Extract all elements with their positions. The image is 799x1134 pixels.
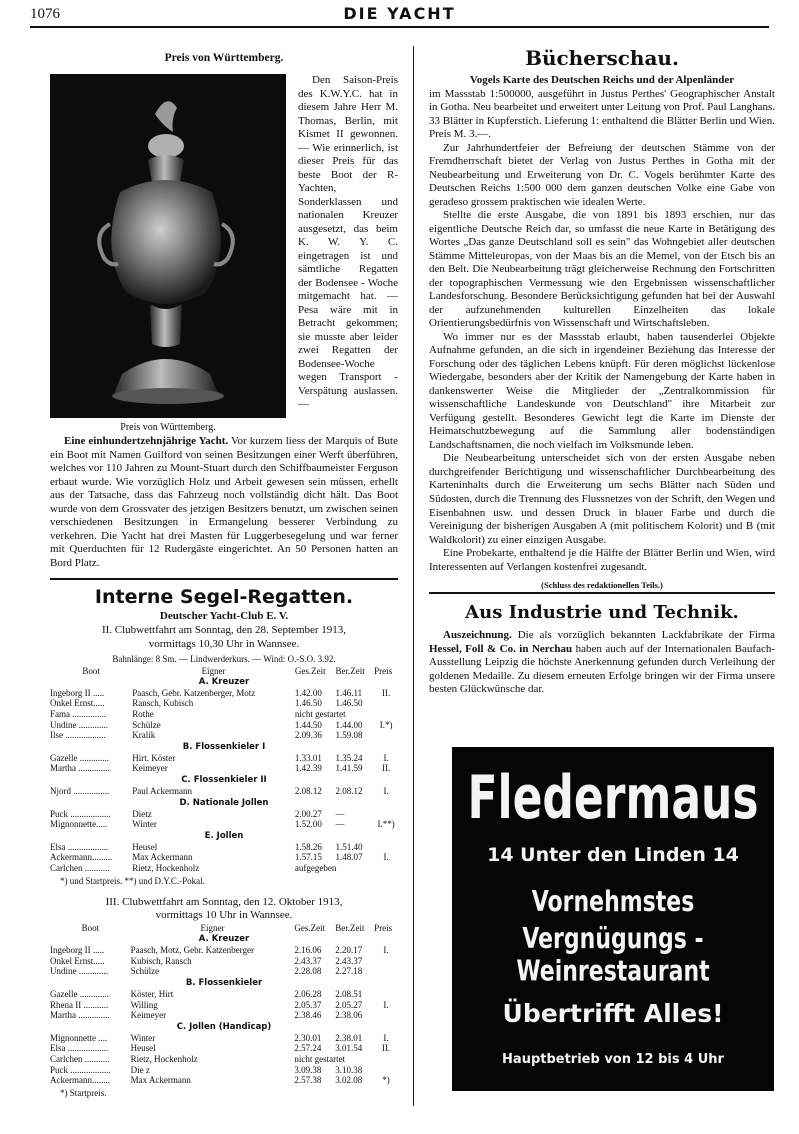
prize <box>374 698 398 709</box>
class-name: A. Kreuzer <box>198 934 250 945</box>
regatta-title: Interne Segel-Regatten. <box>94 586 354 609</box>
r2-line2: vormittags 10 Uhr in Wannsee. <box>155 909 293 922</box>
class-header <box>50 1021 398 1033</box>
total-time: 1.42.39 <box>294 763 322 774</box>
boat-name: Undine ............. <box>50 719 108 730</box>
total-time: 1.44.50 <box>294 719 322 730</box>
column-header-boot: Boot <box>82 665 100 676</box>
class-header <box>50 774 398 786</box>
right-column <box>429 46 775 697</box>
owner: Ransch, Kubisch <box>132 698 194 709</box>
r1-line2: vormittags 10,30 Uhr in Wannsee. <box>148 637 300 650</box>
class-name: C. Jollen (Handicap) <box>176 1021 272 1032</box>
book-para-3: Stellte die erste Ausgabe, die von 1891 bis 1893 erschien, nur das eigentliche Deutsche Reich dar, so umfasst die neue Karte in Betätigung des Wortes „Das ganze Deutschland soll es sein" das Wohngebiet aller deutschen Stämme Mitteleuropas, von der Maas bis an die Memel, von der Etsch bis an den Belt. Die Neubearbeitung trägt gleicherweise Rechnung den Fortschritten der topographischen Vermessung wie den Ergebnissen wissenschaftlicher Landesforschung. Besondere Berücksichtigung gefunden hat bei der Auswahl der aufzunehmenden kulturellen Einzelheiten das lokale Orientierungsbedürfnis von Wissenschaft und Wirtschaftsleben. <box>429 209 775 330</box>
prize: I.*) <box>379 719 393 730</box>
boat-name: Carlchen ........... <box>50 863 110 874</box>
yacht-text: Vor kurzem liess der Marquis of Bute ein Boot mit Namen Guilford von seinen Besitzungen einer Werft überführen, welches vor 110 Jahren zu Mount-Stuart durch den Schiffbaumeister Ferguson erbaut wurde. Wie vorzüglich Holz und Arbeit gewesen sein müssen, erhellt aus der Tatsache, dass das Fahrzeug noch vollständig dicht hält. Das Boot wurde von dem Grossvater des jetzigen Besitzers benutzt, um zwischen seinen verschiedenen Besitzungen in Ermangelung besserer Verbindung zu verkehren. Die Yacht hat drei Masten für Luggerbesegelung und war ferner mit Querduchten für 12 Rudergäste eingerichtet. An 50 Personen hatten an Bord Platz. <box>50 435 398 569</box>
table-row <box>50 989 398 1000</box>
table-row <box>50 786 398 797</box>
boat-name: Njord ................ <box>50 785 110 796</box>
prize: I. <box>383 945 389 956</box>
table-row <box>50 956 398 967</box>
boat-name: Rhena II ........... <box>50 999 109 1010</box>
book-para-4: Wo immer nur es der Massstab erlaubt, haben tausenderlei Objekte Aufnahme gefunden, an die sich in irgendeiner Beziehung das Interesse der Forschung oder des täglichen Lebens knüpft. Für deren möglichst lückenlose Wiedergabe, besonders aber der Kritik der Namengebung der Karte haben in dankenswerter Weise die Mitglieder der „Zentralkommission für wissenschaftliche Landeskunde von Deutschland" ihre Mitarbeit zur Verfügung gestellt. Besonderes Gewicht legt die Karte im Dienste der Heimatschutzbewegung auf die Sammlung aller bodenständigen Landschaftsnamen, die noch vielfach im Volksmunde leben. <box>429 330 775 451</box>
class-name: E. Jollen <box>204 830 244 841</box>
table-row <box>50 763 398 774</box>
boat-name: Mignonnette .... <box>50 1032 108 1043</box>
boat-name: Martha .............. <box>50 1010 110 1021</box>
boat-name: Elsa .................. <box>50 841 109 852</box>
column-header-preis: Preis <box>374 923 393 934</box>
class-header <box>50 797 398 809</box>
industrie-firm: Hessel, Foll & Co. in Nerchau <box>429 642 573 655</box>
owner: Winter <box>130 1032 156 1043</box>
left-column <box>50 46 398 1098</box>
r2-footnote: *) Startpreis. <box>60 1087 107 1098</box>
table-row <box>50 966 398 977</box>
corrected-time: 1.51.40 <box>335 841 363 852</box>
owner: Rothe <box>132 708 154 719</box>
table-row <box>50 1075 398 1086</box>
prize: I. <box>383 785 389 796</box>
table-row <box>50 1000 398 1011</box>
boat-name: Onkel Ernst..... <box>50 698 105 709</box>
boat-name: Gazelle ............. <box>50 752 109 763</box>
ad-address: 14 Unter den Linden 14 <box>487 844 739 866</box>
prize <box>374 956 398 967</box>
prize <box>374 989 398 1000</box>
boat-name: Martha .............. <box>50 763 110 774</box>
total-time: 1.57.15 <box>294 852 322 863</box>
table-row <box>50 1054 398 1065</box>
ad-line-3: Übertrifft Alles! <box>502 999 724 1028</box>
total-time: 2.16.06 <box>294 945 322 956</box>
corrected-time: 3.10.38 <box>335 1064 363 1075</box>
prize <box>374 966 398 977</box>
owner: Rietz, Hockenholz <box>132 863 200 874</box>
owner: Max Ackermann <box>132 852 193 863</box>
spacer <box>50 886 398 896</box>
book-para-1: im Massstab 1:500000, ausgeführt in Justus Perthes' Geographischer Anstalt in Gotha. Neu bearbeitet und erweitert unter Leitung von Prof. Paul Langhans. 33 Blätter in Kupferstich. Lieferung 1: enthaltend die Blätter Berlin und Wien. Preis M. 3.—. <box>429 87 775 141</box>
total-time: 2.38.46 <box>294 1010 322 1021</box>
owner: Heusel <box>132 841 158 852</box>
owner: Hirt. Köster <box>132 752 176 763</box>
owner: Keimeyer <box>130 1010 167 1021</box>
total-time: 2.08.12 <box>294 785 322 796</box>
preis-title: Preis von Württemberg. <box>164 52 284 64</box>
owner: Dietz <box>132 808 152 819</box>
total-time: 2.28.08 <box>294 966 322 977</box>
total-time: 2.05.37 <box>294 999 322 1010</box>
prize: I. <box>383 999 389 1010</box>
boat-name: Mignonnette..... <box>50 819 108 830</box>
prize <box>374 730 398 741</box>
prize: II. <box>381 763 391 774</box>
boat-name: Gazelle ............. <box>50 989 109 1000</box>
corrected-time: 2.27.18 <box>335 966 363 977</box>
prize <box>374 1065 398 1076</box>
table-row <box>50 842 398 853</box>
class-header <box>50 676 398 688</box>
class-header <box>50 830 398 842</box>
class-header <box>50 977 398 989</box>
industrie-text-2: haben auch auf der Internationalen Baufach-Ausstellung Leipzig die höchste Anerkennung gefunden durch Verleihung der goldenen Medaille. Zu diesem erneuten Erfolge bringen wir der Firma unsere besten Glückwünsche dar. <box>429 642 775 696</box>
book-para-5: Die Neubearbeitung unterscheidet sich von der ersten Ausgabe neben durchgreifender Berichtigung und wissenschaftlicher Durchbearbeitung des Karteninhalts durch die Erweiterung um sechs Blätter nach Süden und Südosten, durch die Trennung des Flussnetzes von der Schrift, den Wegen und Eisenbahnen usw. und dessen Druck in blauer Farbe und durch die Vereinigung der bisherigen Ausgaben A (mit politischem Kolorit) und B (mit Waldkolorit) zu einer einzigen Ausgabe. <box>429 452 775 546</box>
table-header <box>50 666 398 676</box>
corrected-time: 2.05.27 <box>335 999 363 1010</box>
column-header-ber: Ber.Zeit <box>335 665 365 676</box>
table-row <box>50 753 398 764</box>
class-name: D. Nationale Jollen <box>179 797 269 808</box>
prize: I. <box>383 752 389 763</box>
regatta-table-1 <box>50 666 398 874</box>
corrected-time: 1.48.07 <box>335 852 363 863</box>
corrected-time: 2.20.17 <box>335 945 363 956</box>
table-row <box>50 720 398 731</box>
status: nicht gestartet <box>294 1054 346 1065</box>
class-header <box>50 933 398 945</box>
owner: Willing <box>130 999 158 1010</box>
r1-info: Bahnlänge: 8 Sm. — Lindwerderkurs. — Wind: O.-S.O. 3.92. <box>112 653 336 664</box>
boat-name: Onkel Ernst..... <box>50 955 105 966</box>
class-name: B. Flossenkieler <box>185 978 263 988</box>
regatta-table-2 <box>50 923 398 1086</box>
total-time: 3.09.38 <box>294 1064 322 1075</box>
owner: Winter <box>132 819 157 830</box>
fledermaus-advertisement <box>452 747 774 1091</box>
corrected-time: 1.41.59 <box>335 763 363 774</box>
column-header-eigner: Eigner <box>201 665 226 676</box>
owner: Kralik <box>132 730 156 741</box>
yacht-heading: Eine einhundertzehnjährige Yacht. <box>64 435 229 447</box>
boat-name: Undine ............. <box>50 966 108 977</box>
owner: Keimeyer <box>132 763 168 774</box>
prize: I. <box>383 852 389 863</box>
class-header <box>50 741 398 753</box>
table-row <box>50 809 398 820</box>
owner: Köster, Hirt <box>130 989 174 1000</box>
industrie-title: Aus Industrie und Technik. <box>465 602 739 624</box>
prize: I.**) <box>377 819 395 830</box>
ad-line-2: Vergnügungs - Weinrestaurant <box>516 923 710 989</box>
owner: Schülze <box>132 719 161 730</box>
prize: I. <box>383 1032 389 1043</box>
table-row <box>50 863 398 874</box>
boat-name: Elsa .................. <box>50 1043 109 1054</box>
ad-line-1: Vornehmstes <box>531 886 695 919</box>
owner: Die z <box>130 1064 150 1075</box>
class-name: C. Flossenkieler II <box>181 774 267 785</box>
running-title: DIE YACHT <box>343 4 456 23</box>
corrected-time: 1.59.08 <box>335 730 363 741</box>
industrie-rule <box>429 592 775 594</box>
r1-footnote: *) und Startpreis. **) und D.Y.C.-Pokal. <box>60 875 205 886</box>
corrected-time: 2.38.06 <box>335 1010 363 1021</box>
r1-line1: II. Clubwettfahrt am Sonntag, den 28. September 1913, <box>101 624 347 637</box>
corrected-time: 1.35.24 <box>335 752 363 763</box>
total-time: 1.52.00 <box>294 819 322 830</box>
corrected-time: — <box>335 819 345 830</box>
column-header-boot: Boot <box>81 923 100 934</box>
total-time: 2.57.24 <box>294 1043 322 1054</box>
prize <box>374 842 398 853</box>
total-time: 2.43.37 <box>294 955 322 966</box>
prize: II. <box>381 1043 391 1054</box>
industrie-heading: Auszeichnung. <box>443 629 512 642</box>
total-time: 2.57.38 <box>294 1075 322 1086</box>
buecherschau-title: Bücherschau. <box>525 46 679 70</box>
total-time: 1.33.01 <box>294 752 322 763</box>
class-name: A. Kreuzer <box>198 676 250 687</box>
corrected-time: 3.01.54 <box>335 1043 363 1054</box>
total-time: 1.58.26 <box>294 841 322 852</box>
total-time: 2.09.36 <box>294 730 322 741</box>
book-heading: Vogels Karte des Deutschen Reichs und der Alpenländer <box>469 74 735 86</box>
boat-name: Fama ............... <box>50 708 106 719</box>
prize: II. <box>381 687 391 698</box>
corrected-time: 2.08.51 <box>335 989 363 1000</box>
total-time: 1.42.00 <box>294 687 322 698</box>
status: nicht gestartet <box>294 708 346 719</box>
corrected-time: 2.08.12 <box>335 785 363 796</box>
table-row <box>50 1010 398 1021</box>
corrected-time: 2.43.37 <box>335 955 363 966</box>
ad-line-4: Hauptbetrieb von 12 bis 4 Uhr <box>502 1052 724 1067</box>
section-rule <box>50 578 398 580</box>
table-row <box>50 730 398 741</box>
total-time: 1.46.50 <box>294 698 322 709</box>
owner: Max Ackermann <box>130 1075 191 1086</box>
owner: Paasch, Gebr. Katzenberger, Motz <box>132 687 256 698</box>
column-header-eigner: Eigner <box>200 923 225 934</box>
column-header-ges: Ges.Zeit <box>294 665 326 676</box>
total-time: 2.30.01 <box>294 1032 322 1043</box>
owner: Paul Ackermann <box>132 785 193 796</box>
club-name: Deutscher Yacht-Club E. V. <box>159 610 289 623</box>
corrected-time: 1.44.00 <box>335 719 363 730</box>
book-para-2: Zur Jahrhundertfeier der Befreiung der deutschen Stämme von der Fremdherrschaft bietet der Verlag von Justus Perthes in Gotha mit der Neubearbeitung und Erweiterung von Dr. C. Vogels berühmter Karte des Deutschen Reichs 1:500 000 dem ganzen deutschen Volke eine Gabe von geradeso grossem praktischen wie idealen Werte. <box>429 141 775 208</box>
table-header <box>50 923 398 933</box>
total-time: 2.06.28 <box>294 989 322 1000</box>
table-row <box>50 1033 398 1044</box>
boat-name: Puck .................. <box>50 808 111 819</box>
corrected-time: — <box>335 808 345 819</box>
column-rule <box>413 46 414 1106</box>
page-number: 1076 <box>30 6 60 22</box>
owner: Rietz, Hockenholz <box>130 1054 198 1065</box>
column-header-preis: Preis <box>374 665 393 676</box>
boat-name: Ilse .................. <box>50 730 106 741</box>
industrie-text-1: Die als vorzüglich bekannten Lackfabrikate der Firma <box>517 629 775 642</box>
column-header-ges: Ges.Zeit <box>294 923 326 934</box>
boat-name: Ingeborg II ..... <box>50 687 105 698</box>
preis-text: Den Saison-Preis des K.W.Y.C. hat in diesem Jahre Herr M. Thomas, Berlin, mit Kismet II gewonnen. — Wie erinnerlich, ist dieser Preis für das beste Boot der R-Yachten, Sonderklassen und nationalen Kreuzer ausgesetzt, das beim K. W. Y. C. eingetragen ist und sämtliche Regatten der Bodensee - Woche mitgemacht hat. — Pesa wäre mit in Betracht gekommen; sie musste aber leider zwei Regatten der Bodensee-Woche wegen Transport - Verspätung auslassen. — <box>298 74 398 411</box>
boat-name: Ackermann......... <box>50 852 113 863</box>
owner: Schülze <box>130 966 160 977</box>
total-time: 2.00.27 <box>294 808 322 819</box>
boat-name: Ackermann........ <box>50 1075 110 1086</box>
status: aufgegeben <box>294 863 337 874</box>
prize <box>374 809 398 820</box>
corrected-time: 3.02.08 <box>335 1075 363 1086</box>
schluss-note: (Schluss des redaktionellen Teils.) <box>541 580 663 591</box>
table-row <box>50 688 398 699</box>
column-header-ber: Ber.Zeit <box>335 923 365 934</box>
prize <box>374 1010 398 1021</box>
corrected-time: 1.46.11 <box>335 687 363 698</box>
owner: Kubisch, Ransch <box>130 955 192 966</box>
table-row <box>50 709 398 720</box>
ad-title: Fledermaus <box>467 764 759 833</box>
top-rule <box>30 26 769 28</box>
book-para-6: Eine Probekarte, enthaltend je die Hälfte der Blätter Berlin und Wien, wird Interessenten auf Verlangen kostenfrei zugesandt. <box>429 547 775 573</box>
class-name: B. Flossenkieler I <box>182 741 266 752</box>
table-row <box>50 698 398 709</box>
table-row <box>50 1043 398 1054</box>
boat-name: Puck .................. <box>50 1064 111 1075</box>
table-row <box>50 852 398 863</box>
r2-line1: III. Clubwettfahrt am Sonntag, den 12. Oktober 1913, <box>105 895 343 908</box>
boat-name: Carlchen ........... <box>50 1054 110 1065</box>
owner: Paasch, Motz, Gebr. Katzenberger <box>130 945 254 956</box>
corrected-time: 1.46.50 <box>335 698 363 709</box>
trophy-photo <box>50 74 286 418</box>
corrected-time: 2.38.01 <box>335 1032 363 1043</box>
table-row <box>50 819 398 830</box>
owner: Heusel <box>130 1043 156 1054</box>
table-row <box>50 1065 398 1076</box>
prize: *) <box>382 1075 390 1086</box>
table-row <box>50 945 398 956</box>
trophy-cup-icon <box>50 74 286 418</box>
boat-name: Ingeborg II ..... <box>50 945 105 956</box>
image-caption: Preis von Württemberg. <box>120 422 216 433</box>
